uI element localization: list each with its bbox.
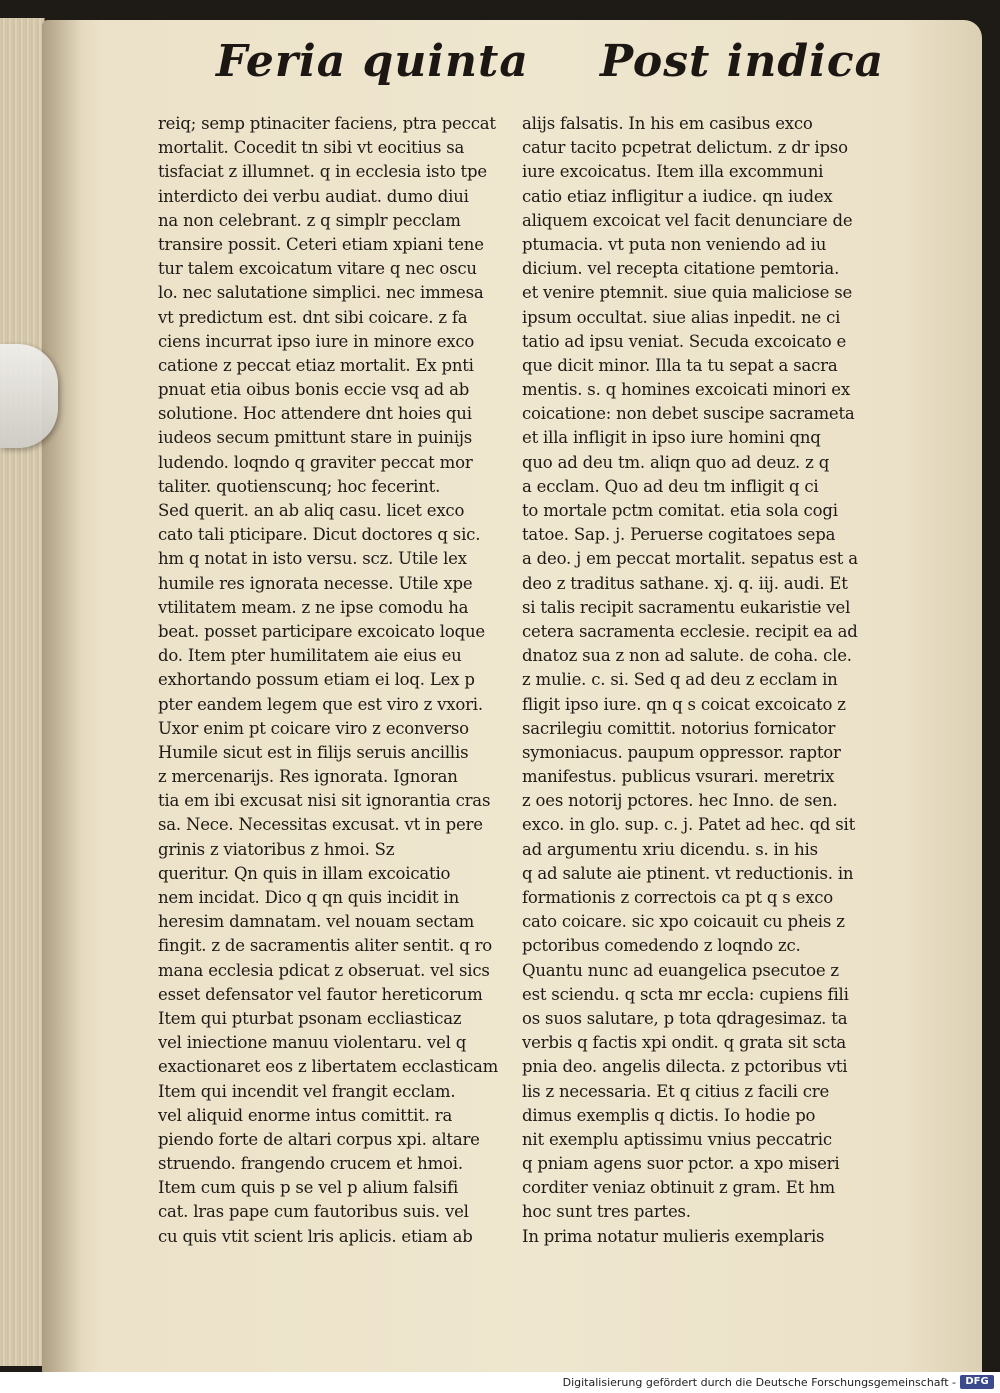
text-line: mortalit. Cocedit tn sibi vt eocitius sa bbox=[158, 138, 465, 158]
text-line: si talis recipit sacramentu eukaristie vel bbox=[522, 597, 851, 617]
text-line: interdicto dei verbu audiat. dumo diui bbox=[158, 186, 469, 206]
text-line: mana ecclesia pdicat z obseruat. vel sics bbox=[158, 960, 490, 980]
dfg-logo: DFG bbox=[960, 1375, 994, 1389]
text-line: deo z traditus sathane. xj. q. iij. audi. Et bbox=[522, 573, 848, 593]
text-line: cato coicare. sic xpo coicauit cu pheis z bbox=[522, 912, 845, 932]
text-line: exco. in glo. sup. c. j. Patet ad hec. qd sit bbox=[522, 815, 856, 835]
text-line: grinis z viatoribus z hmoi. Sz bbox=[158, 839, 395, 859]
text-line: cat. lras pape cum fautoribus suis. vel bbox=[158, 1202, 469, 1222]
text-line: pnuat etia oibus bonis eccie vsq ad ab bbox=[158, 380, 470, 400]
text-line: Humile sicut est in filijs seruis ancillis bbox=[158, 742, 469, 762]
footer-credit: Digitalisierung gefördert durch die Deutsche Forschungsgemeinschaft - bbox=[562, 1376, 956, 1389]
text-line: fligit ipso iure. qn q s coicat excoicato z bbox=[522, 694, 846, 714]
text-line: reiq; semp ptinaciter faciens, ptra peccat bbox=[158, 114, 496, 133]
text-line: a deo. j em peccat mortalit. sepatus est a bbox=[522, 549, 858, 569]
text-line: queritur. Qn quis in illam excoicatio bbox=[158, 863, 451, 883]
text-line: catur tacito pcpetrat delictum. z dr ipso bbox=[522, 138, 848, 158]
text-line: symoniacus. paupum oppressor. raptor bbox=[522, 742, 841, 762]
text-line: pnia deo. angelis dilecta. z pctoribus vti bbox=[522, 1057, 848, 1077]
text-column-left bbox=[158, 112, 504, 1249]
text-line: Item cum quis p se vel p alium falsifi bbox=[158, 1178, 459, 1198]
text-line: a ecclam. Quo ad deu tm infligit q ci bbox=[522, 476, 819, 496]
text-line: tisfaciat z illumnet. q in ecclesia isto tpe bbox=[158, 162, 487, 182]
text-line: cu quis vtit scient lris aplicis. etiam ab bbox=[158, 1226, 473, 1246]
text-line: catione z peccat etiaz mortalit. Ex pnti bbox=[158, 355, 474, 375]
text-line: Sed querit. an ab aliq casu. licet exco bbox=[158, 501, 465, 520]
text-line: solutione. Hoc attendere dnt hoies qui bbox=[158, 404, 472, 424]
text-line: est sciendu. q scta mr eccla: cupiens fili bbox=[522, 984, 849, 1004]
text-line: do. Item pter humilitatem aie eius eu bbox=[158, 646, 462, 666]
running-head-right: Post indica bbox=[600, 36, 885, 87]
text-line: Item qui incendit vel frangit ecclam. bbox=[158, 1081, 456, 1101]
text-line: z oes notorij pctores. hec Inno. de sen. bbox=[522, 791, 838, 811]
page-edge-stack bbox=[0, 18, 45, 1366]
text-line: mentis. s. q homines excoicati minori ex bbox=[522, 380, 850, 400]
text-line: struendo. frangendo crucem et hmoi. bbox=[158, 1154, 463, 1174]
text-line: vtilitatem meam. z ne ipse comodu ha bbox=[158, 597, 469, 617]
text-line: Uxor enim pt coicare viro z econverso bbox=[158, 718, 469, 738]
text-line: fingit. z de sacramentis aliter sentit. q ro bbox=[158, 936, 493, 956]
text-line: ipsum occultat. siue alias inpedit. ne ci bbox=[522, 307, 841, 327]
text-line: ciens incurrat ipso iure in minore exco bbox=[158, 331, 475, 351]
text-line: ad argumentu xriu dicendu. s. in his bbox=[522, 839, 818, 859]
text-line: taliter. quotienscunq; hoc fecerint. bbox=[158, 476, 441, 496]
text-line: sacrilegiu comittit. notorius fornicator bbox=[522, 718, 836, 738]
text-line: hm q notat in isto versu. scz. Utile lex bbox=[158, 549, 467, 569]
text-line: os suos salutare, p tota qdragesimaz. ta bbox=[522, 1008, 848, 1028]
text-line: alijs falsatis. In his em casibus exco bbox=[522, 114, 813, 133]
text-line: formationis z correctois ca pt q s exco bbox=[522, 888, 834, 907]
gutter-shadow bbox=[42, 20, 82, 1372]
text-line: q pniam agens suor pctor. a xpo miseri bbox=[522, 1154, 840, 1174]
text-line: pter eandem legem que est viro z vxori. bbox=[158, 694, 483, 714]
text-line: tur talem excoicatum vitare q nec oscu bbox=[158, 259, 477, 279]
text-line: lo. nec salutatione simplici. nec immesa bbox=[158, 283, 484, 303]
text-line: hoc sunt tres partes. bbox=[522, 1202, 691, 1222]
text-line: tatoe. Sap. j. Peruerse cogitatoes sepa bbox=[522, 525, 836, 545]
text-line: vel iniectione manuu violentaru. vel q bbox=[158, 1033, 467, 1053]
page-clip bbox=[0, 344, 58, 448]
text-column-right bbox=[522, 112, 872, 1249]
text-line: tia em ibi excusat nisi sit ignorantia cras bbox=[158, 791, 491, 811]
text-line: beat. posset participare excoicato loque bbox=[158, 621, 485, 641]
text-line: vel aliquid enorme intus comittit. ra bbox=[158, 1105, 453, 1125]
text-line: manifestus. publicus vsurari. meretrix bbox=[522, 767, 835, 787]
text-line: z mercenarijs. Res ignorata. Ignoran bbox=[158, 767, 458, 787]
text-line: esset defensator vel fautor hereticorum bbox=[158, 984, 483, 1004]
text-line: tatio ad ipsu veniat. Secuda excoicato e bbox=[522, 331, 847, 351]
text-line: vt predictum est. dnt sibi coicare. z fa bbox=[158, 307, 468, 327]
text-line: heresim damnatam. vel nouam sectam bbox=[158, 912, 475, 932]
text-line: z mulie. c. si. Sed q ad deu z ecclam in bbox=[522, 670, 838, 690]
text-line: na non celebrant. z q simplr pecclam bbox=[158, 210, 461, 230]
text-line: Quantu nunc ad euangelica psecutoe z bbox=[522, 960, 839, 980]
text-line: iudeos secum pmittunt stare in puinijs bbox=[158, 428, 473, 448]
running-head-left: Feria quinta bbox=[216, 36, 529, 87]
text-line: to mortale pctm comitat. etia sola cogi bbox=[522, 501, 838, 520]
text-line: ludendo. loqndo q graviter peccat mor bbox=[158, 452, 473, 472]
text-line: verbis q factis xpi ondit. q grata sit scta bbox=[522, 1033, 847, 1053]
text-line: catio etiaz infligitur a iudice. qn iudex bbox=[522, 186, 833, 206]
text-line: cato tali pticipare. Dicut doctores q sic. bbox=[158, 525, 481, 545]
text-line: quo ad deu tm. aliqn quo ad deuz. z q bbox=[522, 452, 830, 472]
text-line: aliquem excoicat vel facit denunciare de bbox=[522, 210, 853, 230]
text-line: nit exemplu aptissimu vnius peccatric bbox=[522, 1129, 832, 1149]
text-line: coicatione: non debet suscipe sacrameta bbox=[522, 404, 855, 424]
text-line: et venire ptemnit. siue quia maliciose se bbox=[522, 283, 853, 303]
text-line: dimus exemplis q dictis. Io hodie po bbox=[522, 1105, 816, 1125]
text-line: dnatoz sua z non ad salute. de coha. cle. bbox=[522, 646, 852, 666]
text-line: exactionaret eos z libertatem ecclasticam bbox=[158, 1057, 499, 1077]
text-line: ptumacia. vt puta non veniendo ad iu bbox=[522, 234, 827, 254]
text-line: et illa infligit in ipso iure homini qnq bbox=[522, 428, 821, 448]
text-line: humile res ignorata necesse. Utile xpe bbox=[158, 573, 473, 593]
text-line: corditer veniaz obtinuit z gram. Et hm bbox=[522, 1178, 835, 1198]
text-line: dicium. vel recepta citatione pemtoria. bbox=[522, 259, 840, 279]
text-line: transire possit. Ceteri etiam xpiani tene bbox=[158, 234, 484, 254]
text-line: piendo forte de altari corpus xpi. altare bbox=[158, 1129, 480, 1149]
text-line: lis z necessaria. Et q citius z facili cre bbox=[522, 1081, 830, 1101]
text-line: Item qui pturbat psonam eccliasticaz bbox=[158, 1008, 462, 1028]
text-line: q ad salute aie ptinent. vt reductionis. in bbox=[522, 863, 854, 883]
text-line: In prima notatur mulieris exemplaris bbox=[522, 1226, 825, 1246]
text-line: que dicit minor. Illa ta tu sepat a sacra bbox=[522, 355, 838, 375]
text-line: iure excoicatus. Item illa excommuni bbox=[522, 162, 824, 182]
text-line: sa. Nece. Necessitas excusat. vt in pere bbox=[158, 815, 483, 835]
text-line: cetera sacramenta ecclesie. recipit ea ad bbox=[522, 621, 858, 641]
text-line: exhortando possum etiam ei loq. Lex p bbox=[158, 670, 475, 690]
text-line: nem incidat. Dico q qn quis incidit in bbox=[158, 888, 460, 907]
text-line: pctoribus comedendo z loqndo zc. bbox=[522, 936, 801, 956]
footer-bar bbox=[0, 1372, 1000, 1393]
